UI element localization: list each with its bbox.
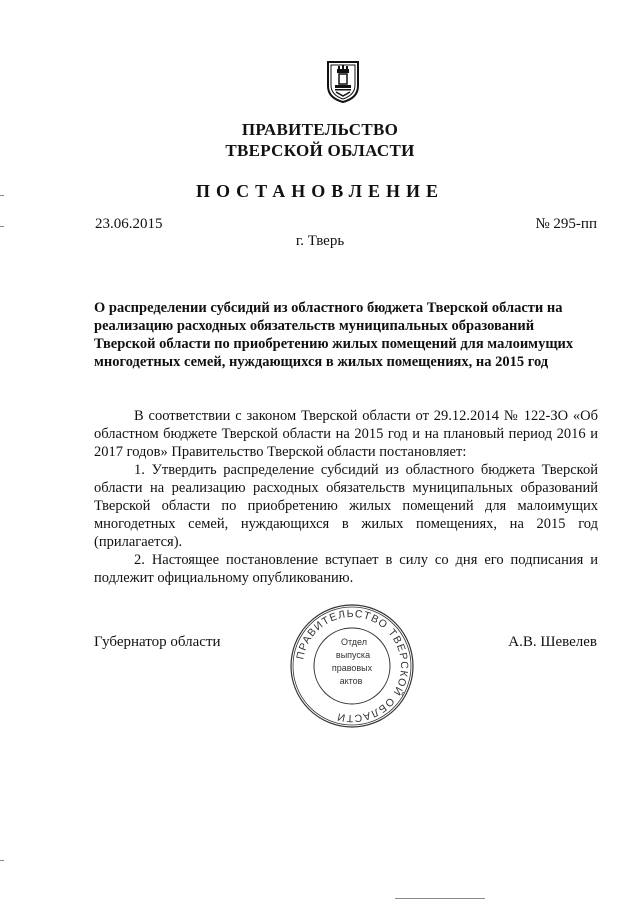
coat-of-arms-icon: [326, 60, 360, 104]
stamp-ring-text: ПРАВИТЕЛЬСТВО ТВЕРСКОЙ ОБЛАСТИ: [294, 607, 411, 725]
title-line: О распределении субсидий из областного бюджета Тверской области на: [94, 300, 563, 316]
body-paragraph-item-1: 1. Утвердить распределение субсидий из областного бюджета Тверской области на реализацию расходных обязательств муниципальных образований Тверской области по приобретению жилых помещений для малоимущих многодетных семей, нуждающихся в жилых помещениях, на 2015 год (прилагается).: [94, 462, 598, 550]
organization-name-line1: ПРАВИТЕЛЬСТВО: [241, 120, 399, 139]
title-line: реализацию расходных обязательств муниципальных образований: [94, 318, 535, 334]
title-line: многодетных семей, нуждающихся в жилых помещениях, на 2015 год: [94, 354, 549, 370]
stamp-line: выпуска: [335, 650, 371, 660]
document-body: [94, 407, 598, 587]
document-number: № 295-пп: [535, 216, 597, 232]
stamp-line: Отдел: [340, 637, 368, 647]
scan-edge-mark: [395, 898, 485, 899]
document-city: г. Тверь: [295, 233, 345, 249]
stamp-line: правовых: [331, 663, 373, 673]
scan-edge-mark: [0, 195, 4, 196]
scan-edge-mark: [0, 860, 4, 861]
title-line: Тверской области по приобретению жилых помещений для малоимущих: [94, 336, 574, 352]
signer-position: Губернатор области: [94, 634, 221, 650]
organization-name-line2: ТВЕРСКОЙ ОБЛАСТИ: [225, 141, 415, 160]
body-paragraph-preamble: В соответствии с законом Тверской области от 29.12.2014 № 122-ЗО «Об областном бюджете Тверской области на 2015 год и на плановый период 2016 и 2017 годов» Правительство Тверской области постановляет:: [94, 408, 598, 460]
signer-name: А.В. Шевелев: [508, 634, 597, 650]
stamp-line: актов: [339, 676, 363, 686]
official-stamp: [288, 602, 416, 730]
document-date: 23.06.2015: [95, 216, 163, 232]
scan-edge-mark: [0, 226, 4, 227]
document-title: [94, 299, 598, 371]
document-type: ПОСТАНОВЛЕНИЕ: [195, 181, 445, 201]
body-paragraph-item-2: 2. Настоящее постановление вступает в силу со дня его подписания и подлежит официальному опубликованию.: [94, 552, 598, 586]
